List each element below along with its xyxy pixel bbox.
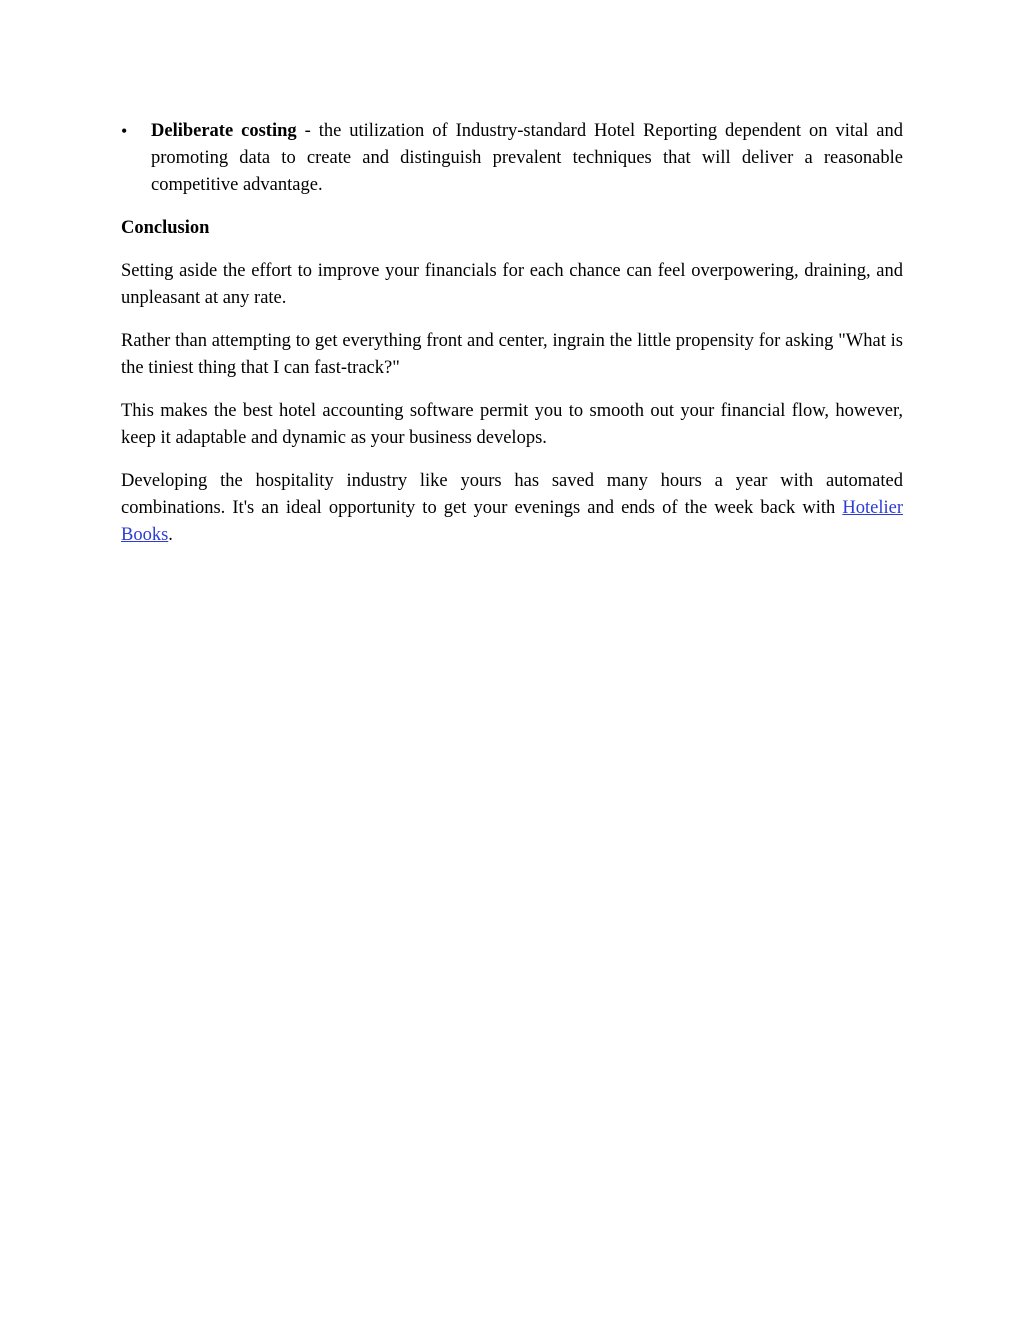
bullet-list-item — [121, 118, 903, 199]
paragraph-3: This makes the best hotel accounting software permit you to smooth out your financial flow, however, keep it adaptable and dynamic as your business develops. — [121, 401, 903, 448]
paragraph-4 — [121, 468, 903, 549]
bullet-term: Deliberate costing — [151, 121, 297, 141]
paragraph-4-trailing: . — [168, 525, 173, 545]
paragraph-1: Setting aside the effort to improve your financials for each chance can feel overpowering, draining, and unpleasant at any rate. — [121, 261, 903, 308]
paragraph-2: Rather than attempting to get everything front and center, ingrain the little propensity for asking "What is the tiniest thing that I can fast-track?" — [121, 331, 903, 378]
paragraph-4-text: Developing the hospitality industry like yours has saved many hours a year with automated combinations. It's an ideal opportunity to get your evenings and ends of the week back with — [121, 471, 903, 518]
hotelier-books-link[interactable]: Hotelier Books — [121, 498, 903, 545]
bullet-text: - the utilization of Industry-standard Hotel Reporting dependent on vital and promoting data to create and distinguish prevalent techniques that will deliver a reasonable competitive advantage. — [151, 121, 903, 195]
document-page — [121, 118, 903, 565]
bullet-icon: • — [121, 121, 128, 141]
section-heading: Conclusion — [121, 218, 210, 238]
